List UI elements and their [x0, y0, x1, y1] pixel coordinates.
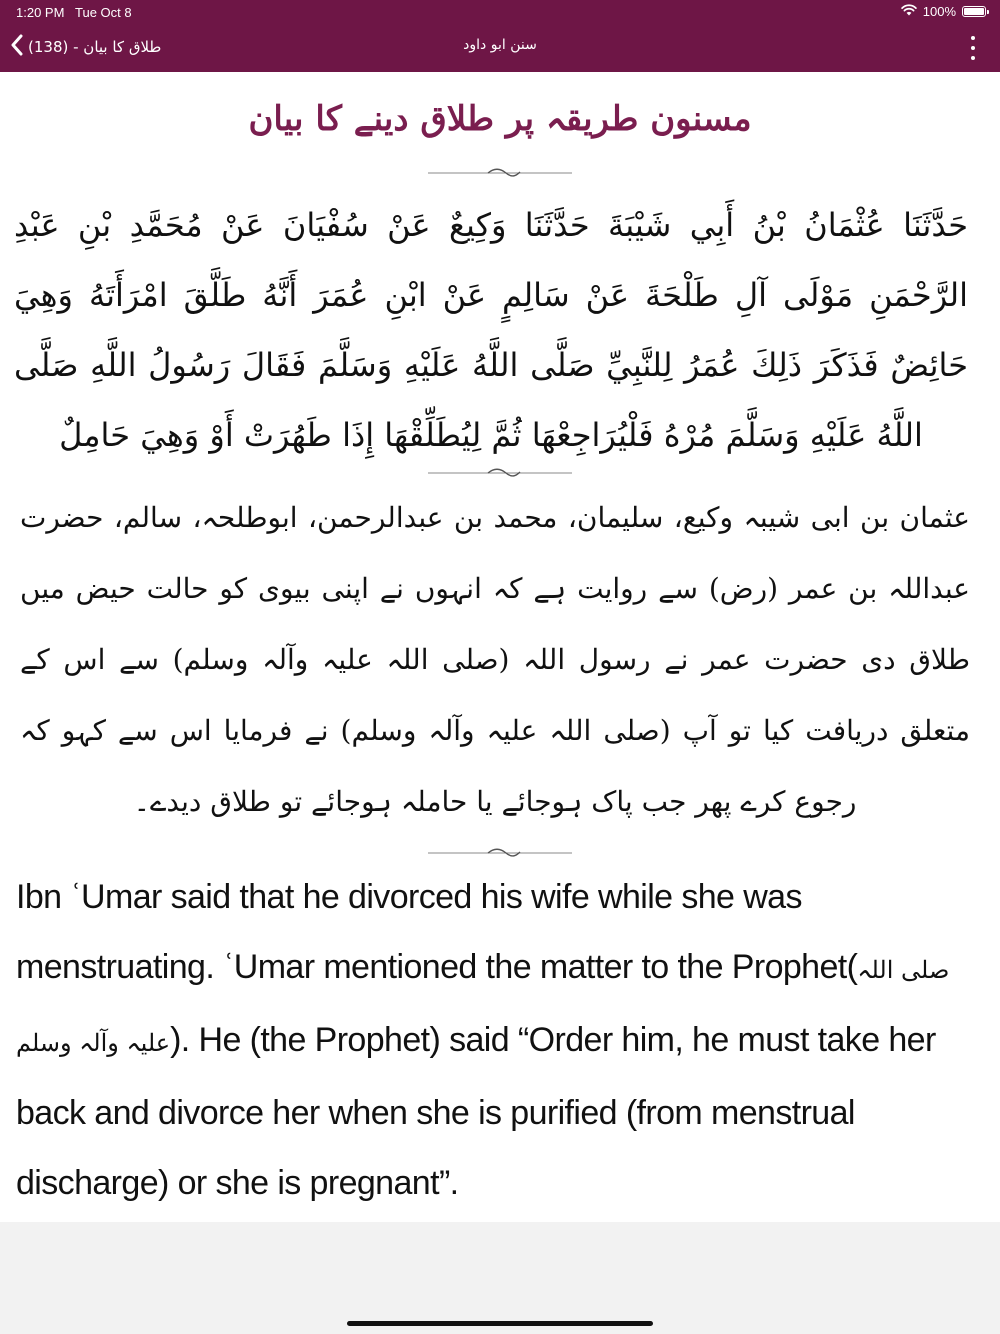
back-button-label: طلاق کا بیان - (138) — [28, 38, 162, 56]
ornament-divider-icon — [428, 846, 572, 858]
bottom-blank-area — [0, 1222, 1000, 1334]
more-vertical-icon[interactable] — [968, 36, 978, 60]
chapter-title: مسنون طریقہ پر طلاق دینے کا بیان — [248, 99, 752, 139]
battery-icon — [962, 6, 986, 17]
navigation-bar — [0, 26, 1000, 70]
hadith-english-translation — [16, 862, 984, 1218]
battery-level-fill — [964, 8, 984, 15]
hadith-arabic-text: حَدَّثَنَا عُثْمَانُ بْنُ أَبِي شَيْبَةَ حَدَّثَنَا وَكِيعٌ عَنْ سُفْيَانَ عَنْ مُحَمَّدِ بْنِ عَبْدِ الرَّحْمَنِ مَوْلَى آلِ طَلْحَةَ عَنْ سَالِمٍ عَنْ ابْنِ عُمَرَ أَنَّهُ طَلَّقَ امْرَأَتَهُ وَهِيَ حَائِضٌ فَذَكَرَ ذَلِكَ عُمَرُ لِلنَّبِيِّ صَلَّى اللَّهُ عَلَيْهِ وَسَلَّمَ فَقَالَ رَسُولُ اللَّهِ صَلَّى اللَّهُ عَلَيْهِ وَسَلَّمَ مُرْهُ فَلْيُرَاجِعْهَا ثُمَّ لِيُطَلِّقْهَا إِذَا طَهُرَتْ أَوْ وَهِيَ حَامِلٌ — [14, 206, 968, 454]
status-bar — [0, 0, 1000, 24]
ornament-divider-icon — [428, 166, 572, 178]
home-indicator[interactable] — [347, 1321, 653, 1326]
ornament-divider-icon — [428, 466, 572, 478]
app-header — [0, 0, 1000, 72]
nav-title: سنن ابو داود — [463, 37, 537, 53]
status-indicators — [901, 4, 986, 19]
status-time-clock: 1:20 PM — [16, 5, 65, 20]
english-text-part1: Ibn ʿUmar said that he divorced his wife while she was menstruating. ʿUmar mentioned the matter to the Prophet( — [16, 878, 858, 986]
english-inline-salutation: صلی اللہ علیہ وآلہ وسلم — [16, 956, 950, 1057]
english-text-part2: ). He (the Prophet) said “Order him, he must take her back and divorce her when she is purified (from menstrual discharge) or she is pregnant”. — [16, 1021, 936, 1202]
status-date: Tue Oct 8 — [75, 5, 132, 20]
battery-percent: 100% — [922, 4, 956, 19]
status-time — [16, 5, 132, 20]
hadith-urdu-translation: عثمان بن ابی شیبہ وکیع، سلیمان، محمد بن عبدالرحمن، ابوطلحہ، سالم، حضرت عبداللہ بن عمر (رض) سے روایت ہے کہ انہوں نے اپنی بیوی کو حالت حیض میں طلاق دی حضرت عمر نے رسول اللہ (صلی اللہ علیہ وآلہ وسلم) سے اس کے متعلق دریافت کیا تو آپ (صلی اللہ علیہ وآلہ وسلم) نے فرمایا اس سے کہو کہ رجوع کرے پھر جب پاک ہوجائے یا حاملہ ہوجائے تو طلاق دیدے۔ — [20, 501, 970, 818]
wifi-icon — [901, 4, 917, 19]
hadith-content — [0, 72, 1000, 1222]
